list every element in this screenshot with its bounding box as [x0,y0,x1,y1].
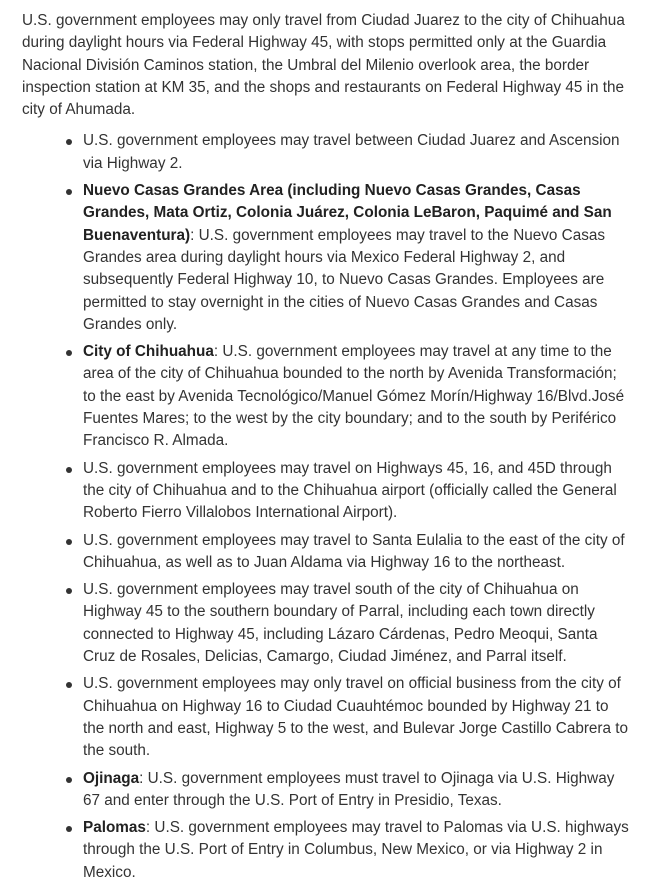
item-text: : U.S. government employees may travel to the Nuevo Casas Grandes area during daylight hours via Mexico Federal Highway 2, and subsequently Federal Highway 10, to Nuevo Casas Grandes. Employees are permitted to stay overnight in the cities of Nuevo Casas Grandes and Casas Grandes only. [83,226,606,333]
bullet-icon [66,826,72,832]
bullet-icon [66,189,72,195]
item-text: U.S. government employees may travel between Ciudad Juarez and Ascension via Highway 2. [83,132,620,172]
item-heading: Ojinaga [83,769,140,787]
bullet-icon [66,350,72,356]
item-heading: Palomas [83,819,146,837]
bullet-icon [66,139,72,145]
item-text: : U.S. government employees may travel to Palomas via U.S. highways through the U.S. Port of Entry in Columbus, New Mexico, or via Highway 2 in Mexico. [83,819,629,881]
list-item [83,341,632,452]
item-text: U.S. government employees may travel on Highways 45, 16, and 45D through the city of Chihuahua and to the Chihuahua airport (officially called the General Roberto Fierro Villalobos International Airport). [83,459,617,522]
list-item [83,817,632,884]
list-item [83,673,632,762]
list-item [83,180,632,336]
list-item [83,530,632,575]
item-text: : U.S. government employees may travel at any time to the area of the city of Chihuahua bounded to the north by Avenida Transformación; to the east by Avenida Tecnológico/Manuel Gómez Morín/Highway 16/Blvd.José Fuentes Mares; to the west by the city boundary; and to the south by Periférico Francisco R. Almada. [83,343,625,450]
item-text: : U.S. government employees must travel to Ojinaga via U.S. Highway 67 and enter through the U.S. Port of Entry in Presidio, Texas. [83,769,615,809]
list-item [83,458,632,525]
item-heading: City of Chihuahua [83,343,214,361]
list-item [83,130,632,175]
bullet-icon [66,539,72,545]
item-text: U.S. government employees may travel to Santa Eulalia to the east of the city of Chihuahua, as well as to Juan Aldama via Highway 16 to the northeast. [83,531,625,571]
bullet-icon [66,682,72,688]
item-heading: Nuevo Casas Grandes Area (including Nuevo Casas Grandes, Casas Grandes, Mata Ortiz, Colonia Juárez, Colonia LeBaron, Paquimé and San Buenaventura) [83,182,612,244]
item-text: U.S. government employees may travel south of the city of Chihuahua on Highway 45 to the southern boundary of Parral, including each town directly connected to Highway 45, including Lázaro Cárdenas, Pedro Meoqui, Santa Cruz de Rosales, Delicias, Camargo, Ciudad Jiménez, and Parral itself. [83,581,598,666]
bullet-icon [66,467,72,473]
bullet-icon [66,777,72,783]
travel-restrictions-list [22,130,632,884]
bullet-icon [66,588,72,594]
intro-paragraph: U.S. government employees may only travel from Ciudad Juarez to the city of Chihuahua during daylight hours via Federal Highway 45, with stops permitted only at the Guardia Nacional División Caminos station, the Umbral del Milenio overlook area, the border inspection station at KM 35, and the shops and restaurants on Federal Highway 45 in the city of Ahumada. [22,12,625,119]
list-item [83,768,632,813]
item-text: U.S. government employees may only travel on official business from the city of Chihuahua on Highway 16 to Ciudad Cuauhtémoc bounded by Highway 21 to the north and east, Highway 5 to the west, and Bulevar Jorge Castillo Cabrera to the south. [83,675,629,760]
list-item [83,579,632,668]
